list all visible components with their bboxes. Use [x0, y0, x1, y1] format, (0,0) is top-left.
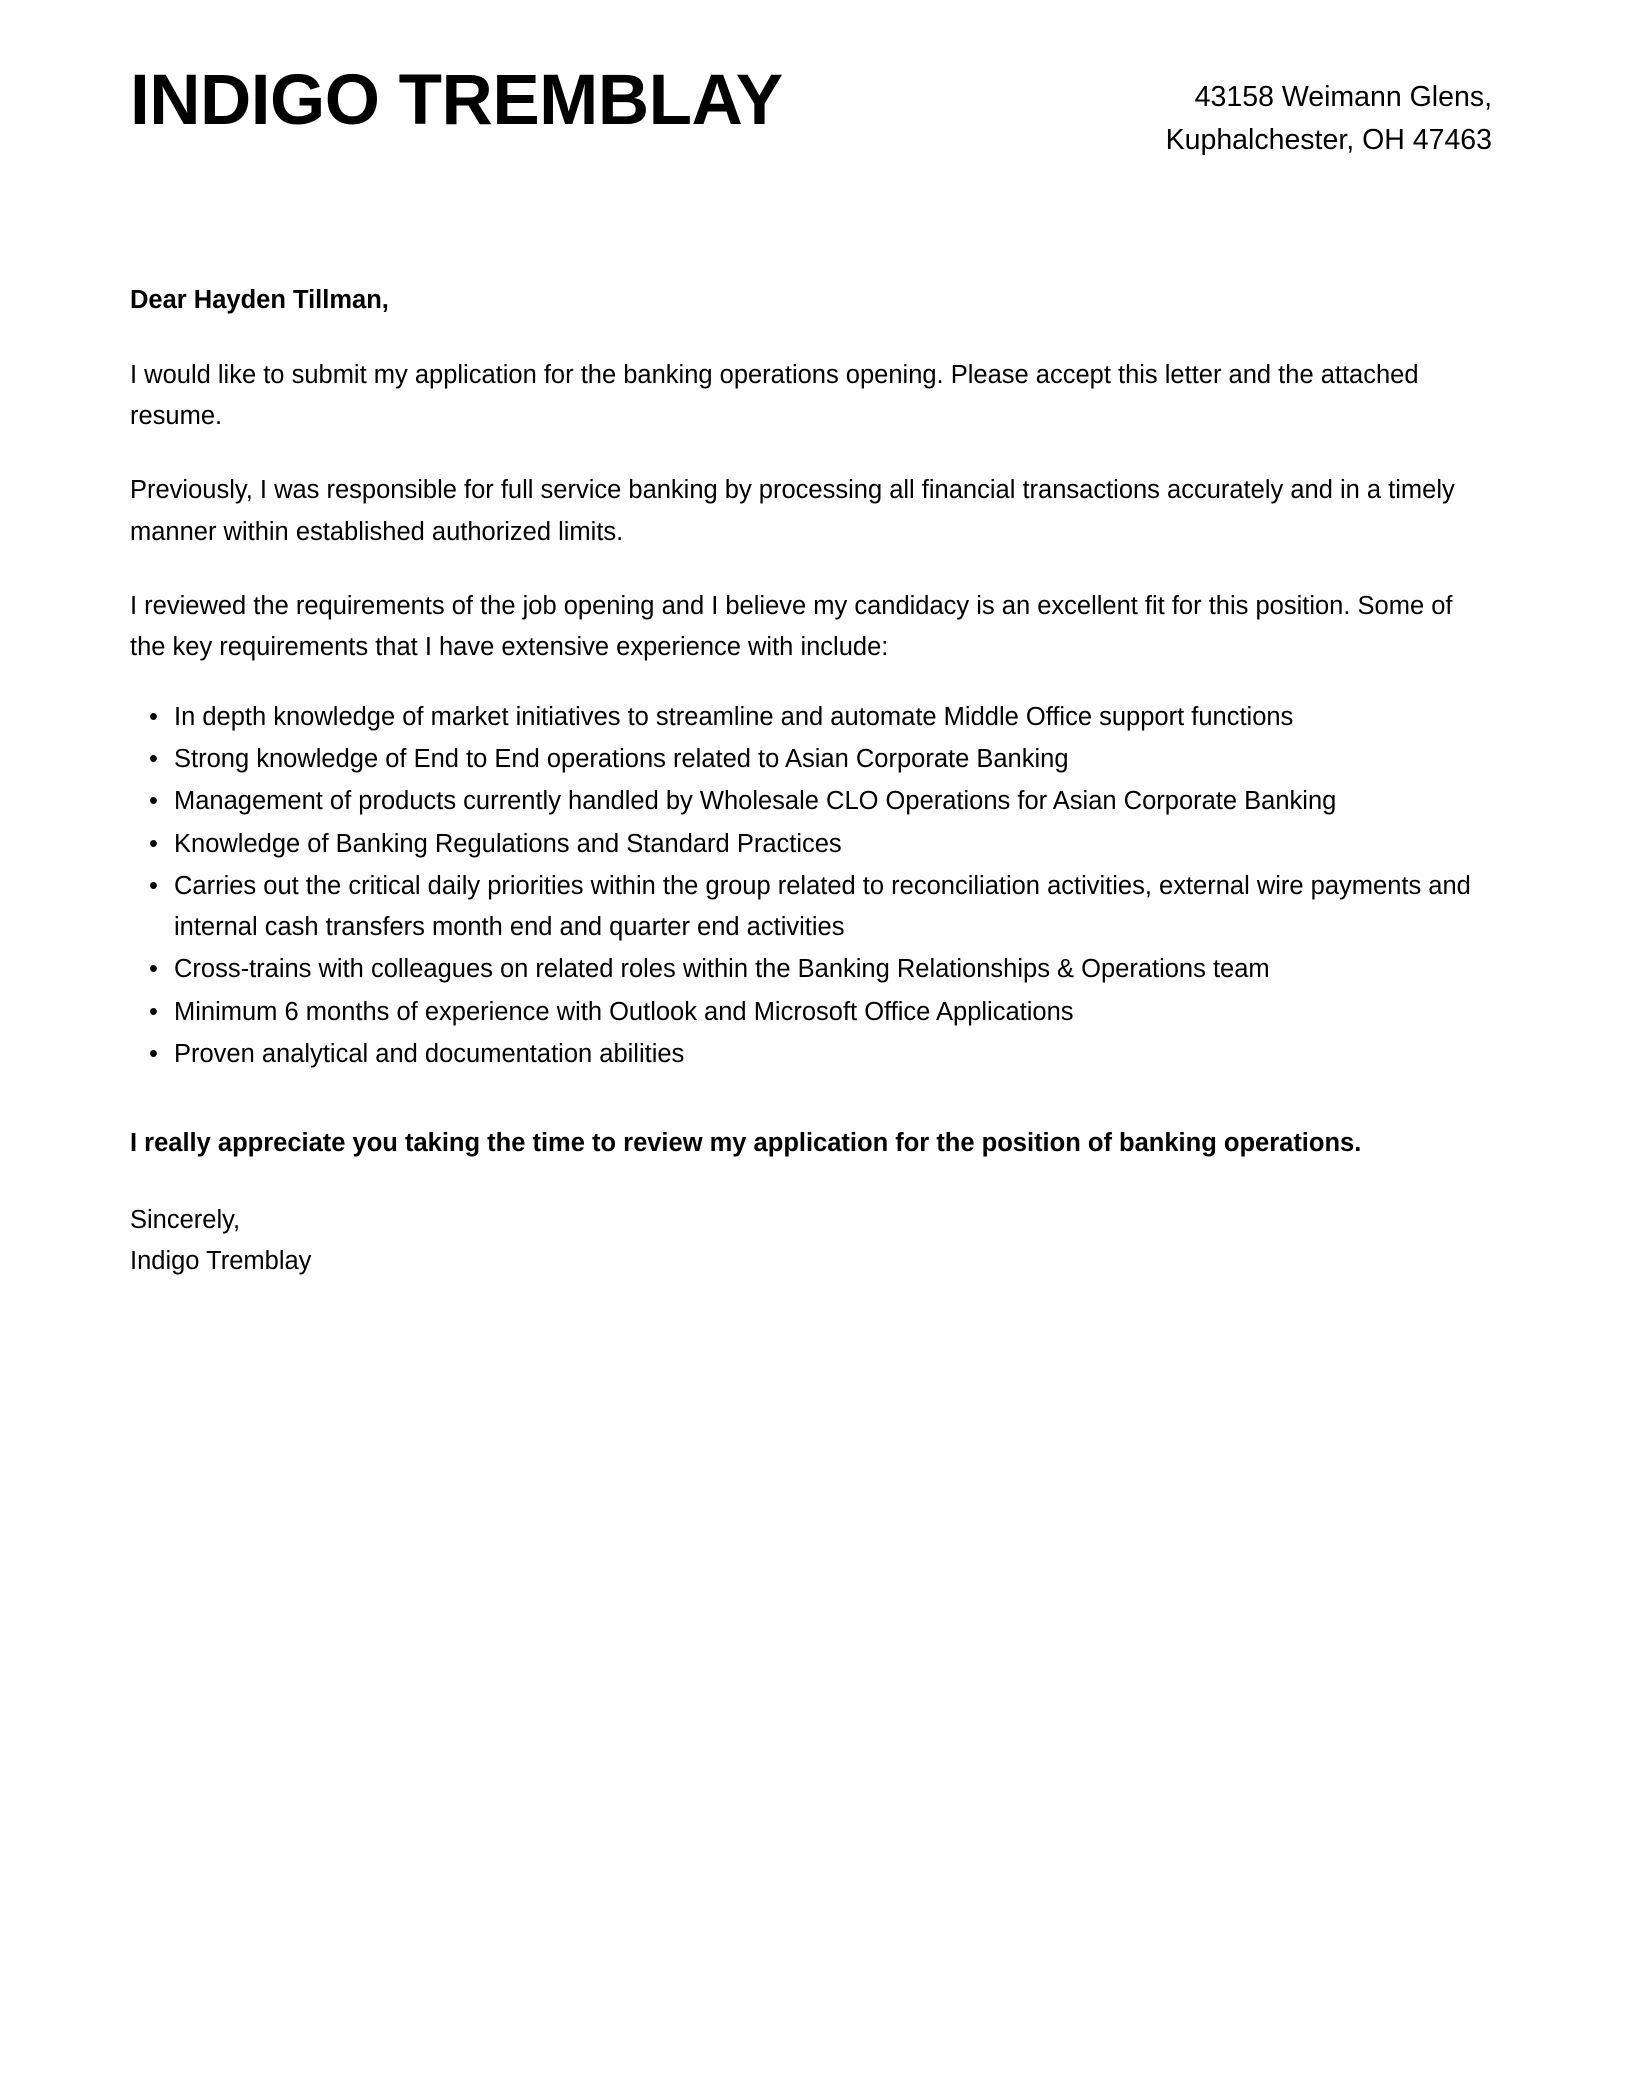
list-item-text: Cross-trains with colleagues on related roles within the Banking Relationships & Operations team: [174, 955, 1270, 984]
sender-address-block: [1166, 62, 1496, 163]
list-item: [130, 697, 1490, 738]
requirements-list: [130, 697, 1490, 1076]
list-item: [130, 824, 1490, 865]
list-item: [130, 949, 1490, 990]
list-item-text: In depth knowledge of market initiatives to streamline and automate Middle Office support functions: [174, 702, 1294, 731]
closing-paragraph: I really appreciate you taking the time to review my application for the position of banking operations.: [130, 1129, 1362, 1158]
bullet-icon: •: [149, 702, 158, 731]
list-item-text: Carries out the critical daily priorities within the group related to reconciliation activities, external wire payments and internal cash transfers month end and quarter end activities: [174, 871, 1471, 942]
list-item: [130, 992, 1490, 1033]
signature-block: [130, 1200, 1496, 1282]
letter-header: [130, 62, 1496, 163]
page-title: INDIGO TREMBLAY: [130, 61, 783, 140]
list-item-text: Strong knowledge of End to End operations related to Asian Corporate Banking: [174, 744, 1069, 773]
sender-name-block: [130, 62, 783, 139]
list-item: [130, 1034, 1490, 1075]
bullet-icon: •: [149, 1040, 158, 1069]
list-item-text: Management of products currently handled by Wholesale CLO Operations for Asian Corporate Banking: [174, 787, 1337, 816]
bullet-icon: •: [149, 871, 158, 900]
list-item: [130, 739, 1490, 780]
letter-body: [130, 281, 1496, 1282]
address-line-city-state-zip: Kuphalchester, OH 47463: [1165, 124, 1492, 157]
salutation: Dear Hayden Tillman,: [130, 285, 389, 314]
bullet-icon: •: [149, 744, 158, 773]
bullet-icon: •: [149, 997, 158, 1026]
body-paragraph-1: I would like to submit my application for the banking operations opening. Please accept this letter and the attached resume.: [130, 360, 1419, 431]
body-paragraph-3: I reviewed the requirements of the job opening and I believe my candidacy is an excellent fit for this position. Some of the key requirements that I have extensive experience with include:: [130, 592, 1453, 662]
bullet-icon: •: [149, 787, 158, 816]
body-paragraph-2: Previously, I was responsible for full service banking by processing all financial transactions accurately and in a timely manner within established authorized limits.: [130, 476, 1455, 546]
list-item: [130, 781, 1490, 822]
signer-name: Indigo Tremblay: [130, 1246, 312, 1275]
list-item-text: Knowledge of Banking Regulations and Standard Practices: [174, 829, 842, 858]
list-item-text: Minimum 6 months of experience with Outlook and Microsoft Office Applications: [174, 997, 1074, 1026]
list-item: [130, 866, 1490, 949]
sign-off: Sincerely,: [130, 1206, 241, 1235]
list-item-text: Proven analytical and documentation abilities: [174, 1040, 685, 1069]
address-line-street: 43158 Weimann Glens,: [1194, 81, 1492, 113]
bullet-icon: •: [149, 829, 158, 858]
bullet-icon: •: [149, 955, 158, 984]
